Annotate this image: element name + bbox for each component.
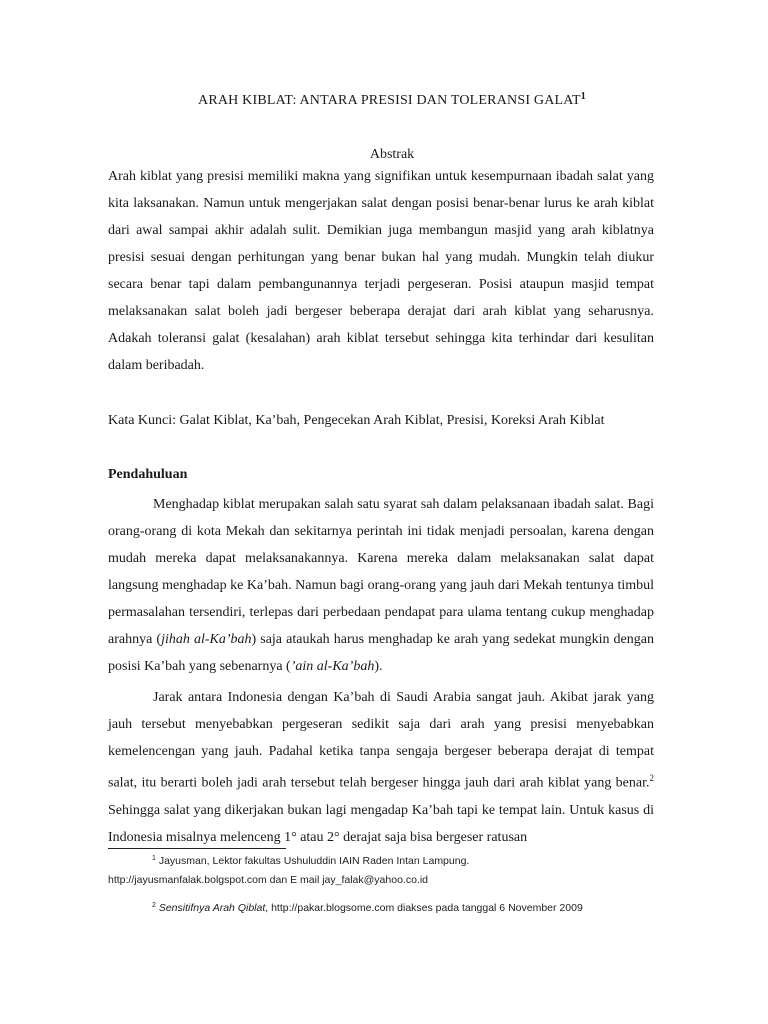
p1-part1: Menghadap kiblat merupakan salah satu syarat sah dalam pelaksanaan ibadah salat. Bagi orang-orang di kota Mekah dan sekitarnya perintah ini tidak menjadi persoalan, karena dengan mudah mereka dapat melaksanakannya. Karena mereka dalam melaksanakan salat dapat langsung menghadap ke Ka’bah. Namun bagi orang-orang yang jauh dari Mekah tentunya timbul permasalahan tersendiri, terlepas dari perbedaan pendapat para ulama tentang cukup menghadap arahnya ( xyxy=(108,497,654,647)
footnote-2-mark: 2 xyxy=(152,902,156,909)
abstract-heading: Abstrak xyxy=(369,147,415,162)
abstract-paragraph xyxy=(108,163,654,379)
footnote-1 xyxy=(108,849,654,890)
abstract-text: Arah kiblat yang presisi memiliki makna yang signifikan untuk kesempurnaan ibadah salat yang kita laksanakan. Namun untuk mengerjakan salat dengan posisi benar-benar lurus ke arah kiblat dari awal sampai akhir adalah sulit. Demikian juga membangun masjid yang arah kiblatnya presisi sesuai dengan perhitungan yang benar bukan hal yang mudah. Mungkin telah diukur secara benar tapi dalam pembangunannya terjadi pergeseran. Posisi ataupun masjid tempat melaksanakan salat boleh jadi bergeser beberapa derajat dari arah kiblat yang seharusnya. Adakah toleransi galat (kesalahan) arah kiblat tersebut sehingga kita terhindar dari kesulitan dalam beribadah. xyxy=(108,169,654,373)
paragraph-2-text xyxy=(108,684,654,851)
title-footnote-mark: 1 xyxy=(580,91,586,102)
p2-part2: Sehingga salat yang dikerjakan bukan lagi mengadap Ka’bah tapi ke tempat lain. Untuk kasus di Indonesia misalnya melenceng 1° atau 2° derajat saja bisa bergeser ratusan xyxy=(108,802,654,845)
section-heading: Pendahuluan xyxy=(108,467,188,482)
p2-footnote-mark: 2 xyxy=(649,773,654,783)
footnote-2-italic: Sensitifnya Arah Qiblat xyxy=(158,902,266,914)
keywords-line: Kata Kunci: Galat Kiblat, Ka’bah, Pengecekan Arah Kiblat, Presisi, Koreksi Arah Kiblat xyxy=(108,413,605,428)
p1-italic-term-2: ’ain al-Ka’bah xyxy=(290,659,375,674)
document-title xyxy=(108,91,676,109)
footnote-1-link[interactable]: http://jayusmanfalak.bolgspot.com dan E mail jay_falak@yahoo.co.id xyxy=(108,874,428,886)
paragraph-1-text xyxy=(108,491,654,680)
p1-part2: ) saja ataukah harus menghadap ke arah yang sedekat mungkin dengan posisi Ka’bah yang sebenarnya ( xyxy=(108,632,654,674)
footnote-2-text: , http://pakar.blogsome.com diakses pada tanggal 6 November 2009 xyxy=(265,902,583,914)
intro-paragraph-1 xyxy=(108,491,654,680)
footnote-1-line-1 xyxy=(108,849,654,871)
p2-part1: Jarak antara Indonesia dengan Ka’bah di Saudi Arabia sangat jauh. Akibat jarak yang jauh tersebut menyebabkan pergeseran sedikit saja dari arah yang presisi menyebabkan kemelencengan yang jauh. Padahal ketika tanpa sengaja bergeser beberapa derajat di tempat salat, itu berarti boleh jadi arah tersebut telah bergeser hingga jauh dari arah kiblat yang benar. xyxy=(108,690,654,791)
footnote-1-mark: 1 xyxy=(152,855,156,862)
p1-part3: ). xyxy=(374,659,383,674)
p1-italic-term-1: jihah al-Ka’bah xyxy=(161,632,252,647)
intro-paragraph-2 xyxy=(108,684,654,851)
footnote-2-line xyxy=(108,896,654,918)
footnote-1-text: Jayusman, Lektor fakultas Ushuluddin IAIN Raden Intan Lampung. xyxy=(155,855,470,867)
title-text: ARAH KIBLAT: ANTARA PRESISI DAN TOLERANSI GALAT xyxy=(198,93,581,108)
footnote-2 xyxy=(108,896,654,918)
